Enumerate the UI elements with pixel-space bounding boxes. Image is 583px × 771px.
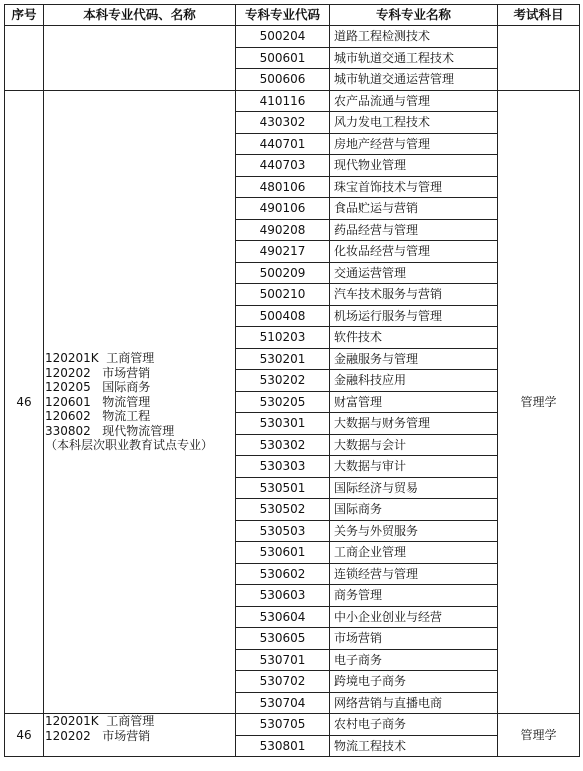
vocational-code: 530603 [236,585,330,607]
vocational-name: 风力发电工程技术 [330,112,498,134]
vocational-name: 金融服务与管理 [330,348,498,370]
vocational-code: 530701 [236,649,330,671]
vocational-name: 关务与外贸服务 [330,520,498,542]
vocational-code: 440701 [236,133,330,155]
vocational-code: 530602 [236,563,330,585]
vocational-code: 530702 [236,671,330,693]
header-name: 专科专业名称 [330,5,498,26]
vocational-code: 430302 [236,112,330,134]
vocational-code: 500209 [236,262,330,284]
seq-cell [5,26,44,91]
vocational-code: 530601 [236,542,330,564]
vocational-name: 农村电子商务 [330,714,498,736]
vocational-code: 500408 [236,305,330,327]
seq-cell: 46 [5,90,44,714]
bachelor-major: 120202 市场营销 [45,365,151,380]
vocational-name: 中小企业创业与经营 [330,606,498,628]
table-row [5,26,580,48]
bachelor-note: （本科层次职业教育试点专业） [45,438,214,452]
vocational-name: 大数据与财务管理 [330,413,498,435]
vocational-name: 珠宝首饰技术与管理 [330,176,498,198]
vocational-name: 国际商务 [330,499,498,521]
vocational-name: 交通运营管理 [330,262,498,284]
vocational-code: 490208 [236,219,330,241]
vocational-name: 网络营销与直播电商 [330,692,498,714]
vocational-name: 软件技术 [330,327,498,349]
vocational-name: 跨境电子商务 [330,671,498,693]
vocational-code: 410116 [236,90,330,112]
bachelor-major: 120602 物流工程 [45,409,151,423]
vocational-name: 大数据与审计 [330,456,498,478]
bachelor-major: 120201K 工商管理 [45,714,155,728]
vocational-code: 530302 [236,434,330,456]
vocational-code: 530503 [236,520,330,542]
vocational-name: 国际经济与贸易 [330,477,498,499]
vocational-code: 490106 [236,198,330,220]
vocational-name: 电子商务 [330,649,498,671]
vocational-name: 药品经营与管理 [330,219,498,241]
vocational-code: 500601 [236,47,330,69]
vocational-name: 市场营销 [330,628,498,650]
vocational-name: 农产品流通与管理 [330,90,498,112]
vocational-name: 物流工程技术 [330,735,498,757]
vocational-name: 金融科技应用 [330,370,498,392]
exam-subject-cell: 管理学 [498,714,580,757]
bachelor-major: 120601 物流管理 [45,394,151,409]
vocational-code: 530201 [236,348,330,370]
header-row [5,5,580,26]
vocational-code: 530303 [236,456,330,478]
vocational-code: 500606 [236,69,330,91]
vocational-name: 机场运行服务与管理 [330,305,498,327]
bachelor-majors-cell [44,90,236,714]
table-body [5,26,580,757]
vocational-name: 大数据与会计 [330,434,498,456]
vocational-name: 化妆品经营与管理 [330,241,498,263]
vocational-name: 工商企业管理 [330,542,498,564]
vocational-code: 530502 [236,499,330,521]
vocational-name: 商务管理 [330,585,498,607]
vocational-name: 道路工程检测技术 [330,26,498,48]
vocational-code: 480106 [236,176,330,198]
vocational-code: 500204 [236,26,330,48]
header-subject: 考试科目 [498,5,580,26]
vocational-name: 城市轨道交通工程技术 [330,47,498,69]
bachelor-major: 120205 国际商务 [45,380,151,394]
vocational-code: 510203 [236,327,330,349]
vocational-name: 现代物业管理 [330,155,498,177]
vocational-name: 房地产经营与管理 [330,133,498,155]
vocational-code: 530704 [236,692,330,714]
bachelor-major: 120201K 工商管理 [45,351,155,365]
table-row [5,714,580,736]
vocational-code: 530301 [236,413,330,435]
vocational-code: 530604 [236,606,330,628]
bachelor-major: 330802 现代物流管理 [45,423,175,438]
table-row [5,90,580,112]
bachelor-majors-cell [44,26,236,91]
vocational-name: 汽车技术服务与营销 [330,284,498,306]
header-seq: 序号 [5,5,44,26]
exam-subject-cell [498,26,580,91]
vocational-code: 440703 [236,155,330,177]
major-table [4,4,580,757]
vocational-code: 530501 [236,477,330,499]
header-bachelor: 本科专业代码、名称 [44,5,236,26]
vocational-name: 城市轨道交通运营管理 [330,69,498,91]
vocational-code: 530205 [236,391,330,413]
bachelor-majors-cell [44,714,236,757]
vocational-code: 530801 [236,735,330,757]
vocational-code: 530705 [236,714,330,736]
vocational-code: 530202 [236,370,330,392]
exam-subject-cell: 管理学 [498,90,580,714]
vocational-code: 490217 [236,241,330,263]
seq-cell: 46 [5,714,44,757]
vocational-code: 500210 [236,284,330,306]
vocational-code: 530605 [236,628,330,650]
vocational-name: 财富管理 [330,391,498,413]
bachelor-major: 120202 市场营销 [45,728,151,743]
header-code: 专科专业代码 [236,5,330,26]
vocational-name: 食品贮运与营销 [330,198,498,220]
vocational-name: 连锁经营与管理 [330,563,498,585]
